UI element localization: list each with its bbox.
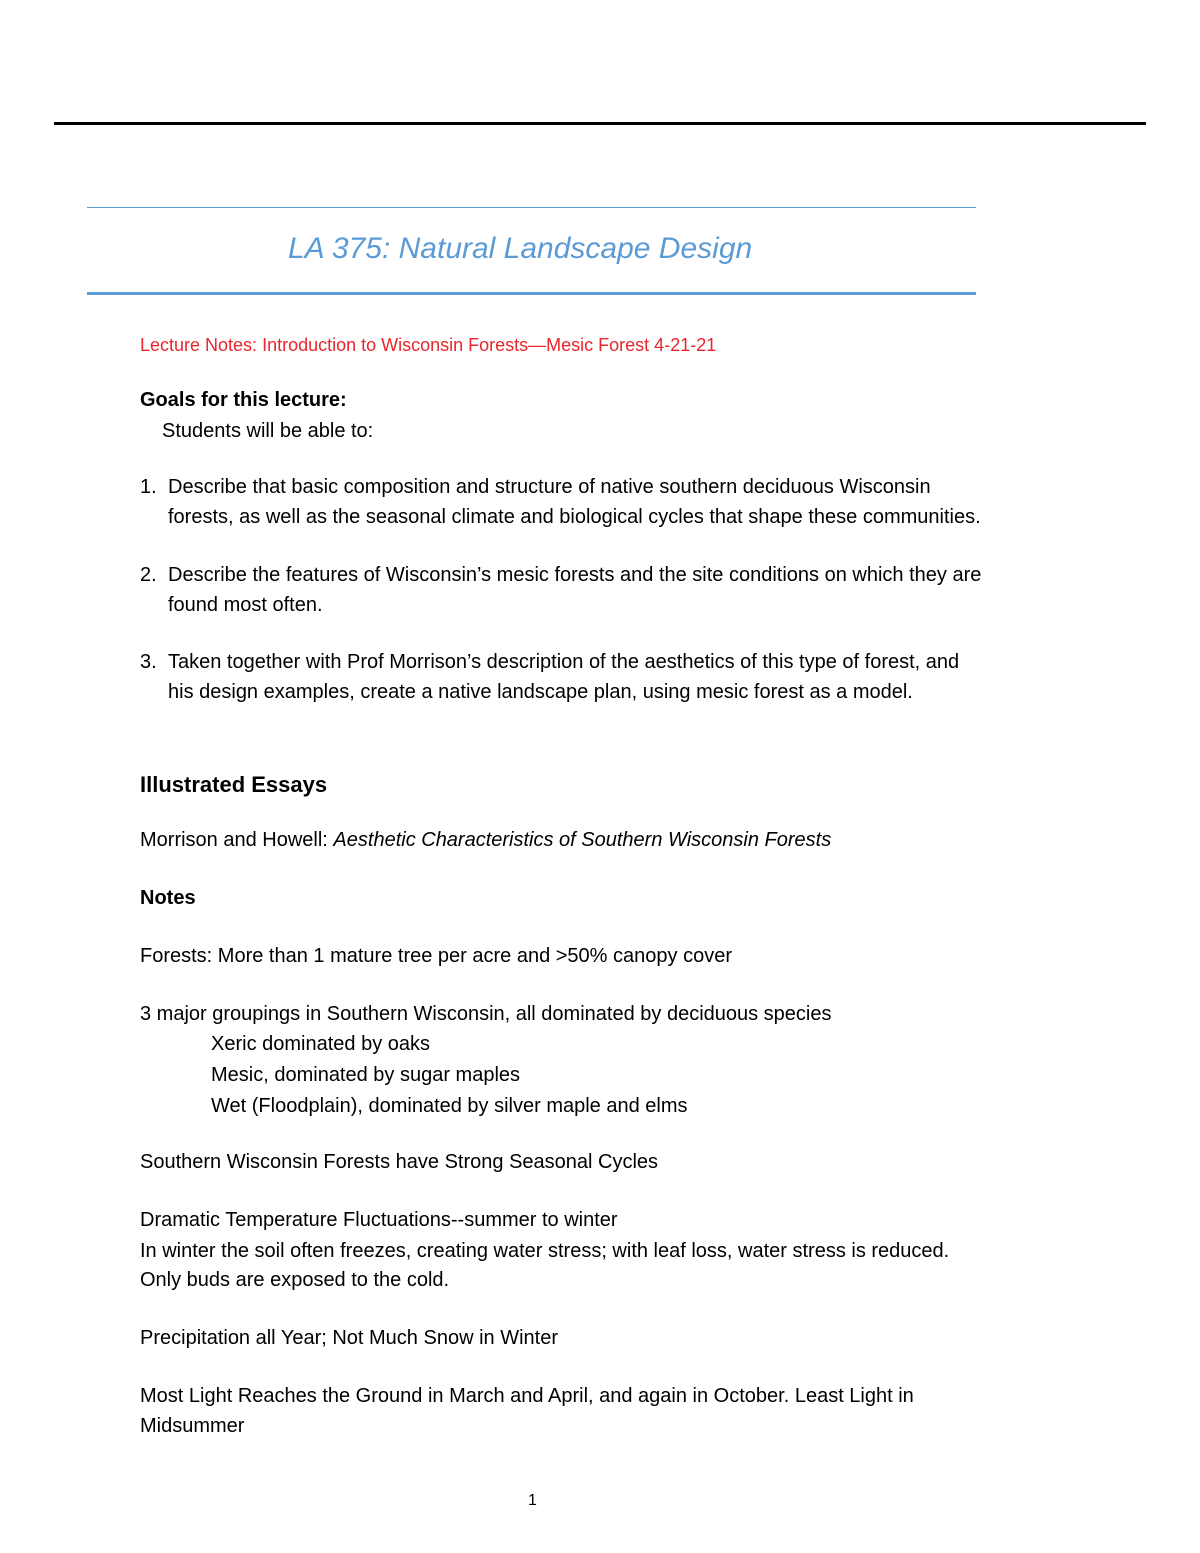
temperature-heading: Dramatic Temperature Fluctuations--summer to winter [140, 1209, 618, 1231]
goal-number: 1. [140, 476, 157, 498]
goals-intro: Students will be able to: [162, 420, 374, 442]
title-rule-top [87, 207, 976, 208]
goal-number: 3. [140, 651, 157, 673]
precipitation-note: Precipitation all Year; Not Much Snow in Winter [140, 1327, 558, 1349]
essay-title: Aesthetic Characteristics of Southern Wisconsin Forests [333, 829, 832, 851]
goal-number: 2. [140, 564, 157, 586]
page-number: 1 [528, 1492, 537, 1509]
essay-author: Morrison and Howell: [140, 829, 334, 851]
goal-line: Taken together with Prof Morrison’s description of the aesthetics of this type of forest, and [168, 651, 960, 673]
essay-citation [140, 827, 831, 853]
light-line: Midsummer [140, 1415, 245, 1437]
grouping-item: Mesic, dominated by sugar maples [211, 1064, 521, 1086]
goal-line: his design examples, create a native landscape plan, using mesic forest as a model. [168, 681, 913, 703]
grouping-item: Xeric dominated by oaks [211, 1033, 431, 1055]
title-rule-bottom [87, 292, 976, 295]
lecture-subtitle: Lecture Notes: Introduction to Wisconsin Forests—Mesic Forest 4-21-21 [140, 335, 717, 355]
seasonal-cycles-note: Southern Wisconsin Forests have Strong Seasonal Cycles [140, 1151, 659, 1173]
goals-heading: Goals for this lecture: [140, 389, 347, 411]
header-rule [54, 122, 1146, 125]
groupings-intro: 3 major groupings in Southern Wisconsin, all dominated by deciduous species [140, 1003, 832, 1025]
temperature-line: Only buds are exposed to the cold. [140, 1269, 450, 1291]
goal-line: forests, as well as the seasonal climate and biological cycles that shape these communities. [168, 506, 981, 528]
goal-line: Describe the features of Wisconsin’s mesic forests and the site conditions on which they are [168, 564, 982, 586]
goal-line: Describe that basic composition and structure of native southern deciduous Wisconsin [168, 476, 931, 498]
temperature-line: In winter the soil often freezes, creating water stress; with leaf loss, water stress is reduced. [140, 1240, 950, 1262]
essays-heading: Illustrated Essays [140, 772, 328, 797]
document-title: LA 375: Natural Landscape Design [288, 232, 753, 265]
light-line: Most Light Reaches the Ground in March and April, and again in October. Least Light in [140, 1385, 914, 1407]
grouping-item: Wet (Floodplain), dominated by silver maple and elms [211, 1095, 688, 1117]
forests-definition: Forests: More than 1 mature tree per acre and >50% canopy cover [140, 945, 732, 967]
notes-heading: Notes [140, 887, 196, 909]
goal-line: found most often. [168, 594, 323, 616]
